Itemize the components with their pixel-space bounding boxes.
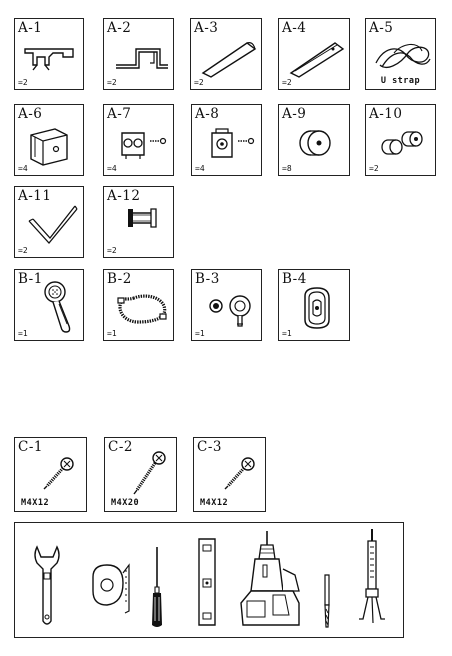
tools-panel — [14, 522, 404, 638]
part-code: A-5 — [369, 20, 394, 36]
part-quantity: =2 — [18, 246, 28, 255]
screw-icon — [222, 456, 258, 492]
part-code: C-2 — [108, 439, 133, 455]
part-code: B-4 — [282, 271, 307, 287]
part-a7 — [103, 104, 174, 176]
wall-outlet-elbow-icon — [204, 290, 256, 330]
part-quantity: =2 — [282, 78, 292, 87]
hand-shower-icon — [39, 280, 79, 334]
seal-strip-icon — [287, 37, 345, 77]
shower-hose-icon — [114, 290, 170, 326]
channel-profile-icon — [114, 43, 170, 75]
part-c3 — [193, 437, 266, 512]
part-a5 — [365, 18, 436, 90]
part-code: A-8 — [195, 106, 220, 122]
clamp-with-screw-icon — [206, 123, 256, 163]
part-a11 — [14, 186, 84, 258]
part-code: A-4 — [282, 20, 307, 36]
rod-connector-icon — [124, 207, 160, 229]
tape-measure-icon — [87, 561, 131, 615]
part-quantity: =4 — [195, 164, 205, 173]
part-b2 — [103, 269, 174, 341]
part-code: A-7 — [107, 106, 132, 122]
part-a10 — [365, 104, 436, 176]
part-quantity: =2 — [107, 246, 117, 255]
profile-bracket-icon — [23, 43, 79, 73]
part-code: A-3 — [194, 20, 219, 36]
part-code: B-3 — [195, 271, 220, 287]
part-code: C-3 — [197, 439, 222, 455]
seal-strip-icon — [199, 37, 257, 77]
screw-icon — [41, 456, 77, 492]
part-b3 — [191, 269, 262, 341]
part-code: A-2 — [107, 20, 132, 36]
part-b1 — [14, 269, 84, 341]
part-quantity: =4 — [107, 164, 117, 173]
drill-bit-icon — [321, 573, 333, 629]
screw-icon — [131, 450, 171, 496]
part-code: B-2 — [107, 271, 132, 287]
part-quantity: =2 — [194, 78, 204, 87]
screw-spec: M4X20 — [111, 498, 140, 508]
part-quantity: =1 — [195, 329, 205, 338]
spirit-level-icon — [195, 537, 219, 627]
part-a6 — [14, 104, 84, 176]
part-code: A-9 — [282, 106, 307, 122]
part-quantity: =2 — [107, 78, 117, 87]
part-a2 — [103, 18, 174, 90]
u-strap-coil-icon — [372, 39, 432, 73]
clamp-with-screw-icon — [116, 125, 168, 161]
part-c1 — [14, 437, 87, 512]
part-c2 — [104, 437, 177, 512]
part-a8 — [191, 104, 262, 176]
part-a9 — [278, 104, 350, 176]
part-quantity: =2 — [18, 78, 28, 87]
part-code: A-6 — [18, 106, 43, 122]
power-drill-icon — [237, 529, 307, 631]
part-caption: U strap — [380, 76, 421, 86]
part-code: A-10 — [369, 106, 403, 122]
part-code: C-1 — [18, 439, 43, 455]
part-code: B-1 — [18, 271, 43, 287]
part-b4 — [278, 269, 350, 341]
cap-plugs-icon — [378, 125, 430, 161]
part-a1 — [14, 18, 84, 90]
screwdriver-icon — [149, 545, 165, 629]
shower-holder-bracket-icon — [297, 286, 339, 330]
part-quantity: =1 — [282, 329, 292, 338]
adjustable-wrench-icon — [33, 543, 61, 627]
angle-bar-icon — [23, 203, 81, 247]
part-a3 — [190, 18, 262, 90]
mounting-block-icon — [27, 125, 73, 165]
part-quantity: =2 — [369, 164, 379, 173]
part-code: A-12 — [107, 188, 141, 204]
screw-spec: M4X12 — [200, 498, 229, 508]
part-code: A-1 — [18, 20, 43, 36]
washer-icon — [299, 127, 333, 159]
part-a12 — [103, 186, 174, 258]
caulking-gun-icon — [355, 527, 389, 627]
screw-spec: M4X12 — [21, 498, 50, 508]
part-quantity: =1 — [107, 329, 117, 338]
part-quantity: =8 — [282, 164, 292, 173]
part-quantity: =4 — [18, 164, 28, 173]
part-a4 — [278, 18, 350, 90]
part-code: A-11 — [18, 188, 52, 204]
part-quantity: =1 — [18, 329, 28, 338]
